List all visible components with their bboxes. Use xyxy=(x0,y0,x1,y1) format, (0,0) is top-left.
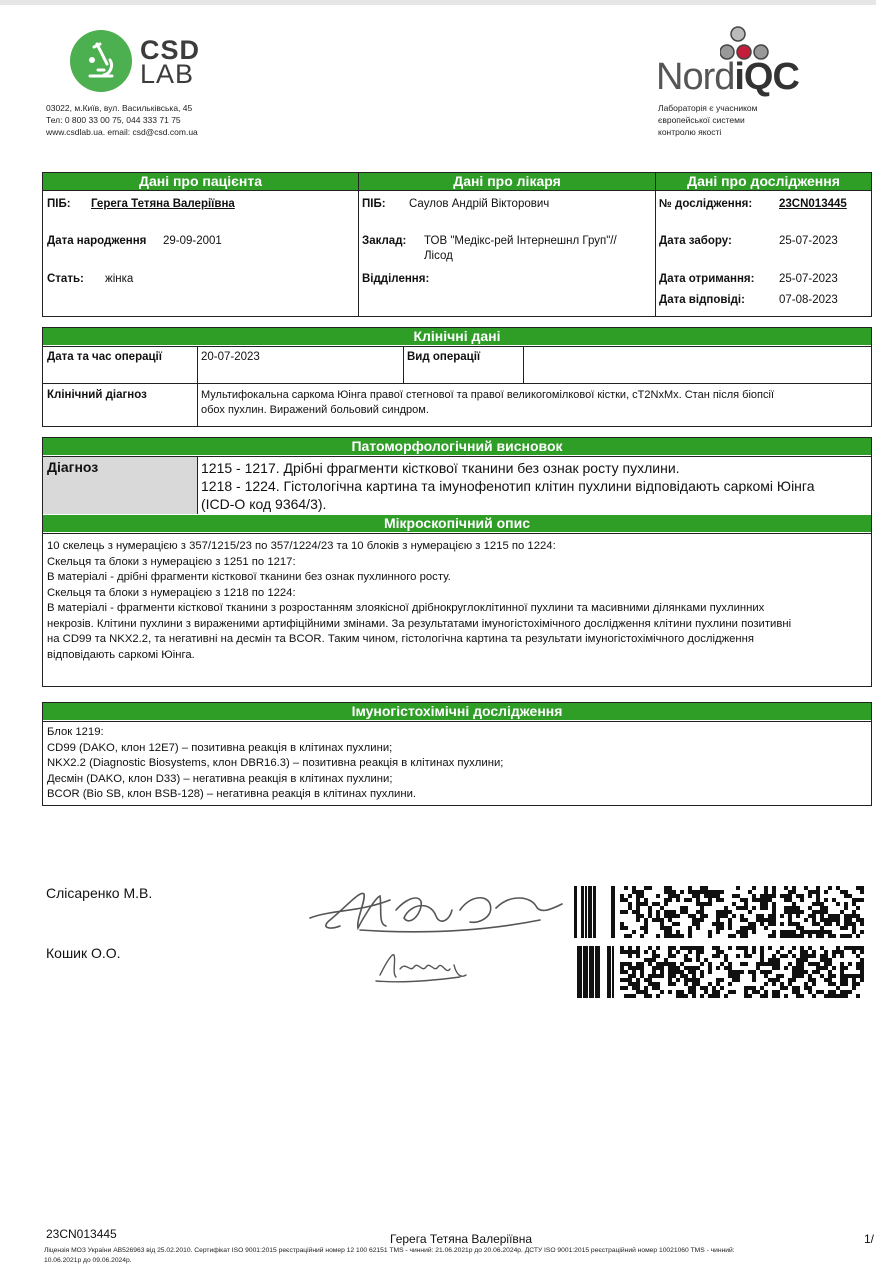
clinical-diagnosis-line-2: обох пухлин. Виражений больовий синдром. xyxy=(201,404,429,416)
clinical-section-title: Клінічні дані xyxy=(43,328,871,345)
lab-address xyxy=(46,102,198,138)
received-date: 25-07-2023 xyxy=(779,273,838,285)
op-type-label: Вид операції xyxy=(407,351,481,363)
web-email-line: www.csdlab.ua. email: csd@csd.com.ua xyxy=(46,127,198,137)
logo-word-2: LAB xyxy=(140,59,195,89)
facility-label: Заклад: xyxy=(362,235,407,247)
dob-value: 29-09-2001 xyxy=(163,235,222,247)
phone-line: Тел: 0 800 33 00 75, 044 333 71 75 xyxy=(46,115,181,125)
nordiqc-logo xyxy=(656,26,826,101)
ihc-line: Блок 1219: xyxy=(47,726,104,738)
ihc-line: CD99 (DAKO, клон 12E7) – позитивна реакція в клітинах пухлини; xyxy=(47,741,393,754)
microscopy-line: некрозів. Клітини пухлини з вираженими артифіційними змінами. За результатами імуногістохімічного дослідження клітини пухлини позитивні xyxy=(47,617,792,630)
ihc-line: Десмін (DAKO, клон D33) – негативна реакція в клітинах пухлини; xyxy=(47,772,393,785)
collected-label: Дата забору: xyxy=(659,235,732,247)
footer-study-id: 23CN013445 xyxy=(46,1227,117,1241)
clinical-block xyxy=(42,327,872,427)
doctor-name-label: ПІБ: xyxy=(362,198,386,210)
ihc-section-title: Імуногістохімічні дослідження xyxy=(43,703,871,720)
patient-name-label: ПІБ: xyxy=(47,198,71,210)
dob-label: Дата народження xyxy=(47,235,147,247)
diagnosis-label: Діагноз xyxy=(47,459,99,475)
study-number-label: № дослідження: xyxy=(659,198,753,210)
conclusion-section-title: Патоморфологічний висновок xyxy=(43,438,871,455)
conclusion-block xyxy=(42,437,872,687)
footer-page-number: 1/ xyxy=(864,1232,875,1246)
microscopy-line: 10 скелець з нумерацією з 357/1215/23 по 357/1224/23 та 10 блоків з нумерацією з 1215 по 1224: xyxy=(47,540,556,552)
microscopy-line: В матеріалі - фрагменти кісткової тканини з розростанням злоякісної дрібнокруглоклітинної пухлини та масивними ділянками пухлинних xyxy=(47,602,765,614)
microscopy-line: Скельця та блоки з нумерацією з 1218 по 1224: xyxy=(47,586,296,599)
study-number: 23CN013445 xyxy=(779,198,847,210)
microscopy-line: на CD99 та NKX2.2, та негативні на десмін та BCOR. Таким чином, гістологічна картина та результати імуногістохімічного дослідження xyxy=(47,633,755,645)
facility-line-1: ТОВ "Медікс-рей Інтернешнл Груп"// xyxy=(424,235,617,247)
collected-date: 25-07-2023 xyxy=(779,235,838,247)
microscopy-line: Скельця та блоки з нумерацією з 1251 по 1217: xyxy=(47,555,296,568)
top-strip xyxy=(0,0,876,5)
signature-1 xyxy=(300,880,580,950)
op-date-value: 20-07-2023 xyxy=(201,351,260,363)
doctor-name: Саулов Андрій Вікторович xyxy=(409,198,550,210)
sex-value: жінка xyxy=(105,273,134,285)
response-label: Дата відповіді: xyxy=(659,294,745,306)
microscope-icon xyxy=(70,30,132,92)
ihc-block xyxy=(42,702,872,806)
csd-lab-logo xyxy=(70,28,220,92)
ihc-line: BCOR (Bio SB, клон BSB-128) – негативна реакція в клітинах пухлини. xyxy=(47,788,417,800)
conclusion-line-1: 1215 - 1217. Дрібні фрагменти кісткової тканини без ознак росту пухлини. xyxy=(201,460,680,476)
info-block xyxy=(42,172,872,317)
barcode-image xyxy=(574,884,864,1002)
clinical-diagnosis-line-1: Мультифокальна саркома Юінга правої стегнової та правої великогомілкової кістки, cT2NxMx. Стан після біопсії xyxy=(201,389,774,401)
nordiqc-wordmark: NordiQC xyxy=(656,56,799,98)
sex-label: Стать: xyxy=(47,273,84,285)
ihc-line: NKX2.2 (Diagnostic Biosystems, клон DBR16.3) – позитивна реакція в клітинах пухлини; xyxy=(47,757,504,769)
response-date: 07-08-2023 xyxy=(779,294,838,306)
conclusion-line-3: (ICD-O код 9364/3). xyxy=(201,496,327,512)
patient-section-title: Дані про пацієнта xyxy=(43,173,358,190)
doctor-section-title: Дані про лікаря xyxy=(359,173,655,190)
microscopy-line: відповідають саркомі Юінга. xyxy=(47,648,195,661)
microscopy-section-title: Мікроскопічний опис xyxy=(43,515,871,532)
op-date-label: Дата та час операції xyxy=(47,351,162,363)
patient-name: Герега Тетяна Валеріївна xyxy=(91,198,235,210)
address-line: 03022, м.Київ, вул. Васильківська, 45 xyxy=(46,103,193,113)
study-section-title: Дані про дослідження xyxy=(656,173,871,190)
conclusion-line-2: 1218 - 1224. Гістологічна картина та імунофенотип клітин пухлини відповідають саркомі Юінга xyxy=(201,478,815,494)
clinical-diagnosis-label: Клінічний діагноз xyxy=(47,389,147,401)
department-label: Відділення: xyxy=(362,273,430,285)
microscopy-text xyxy=(47,539,869,663)
signature-2 xyxy=(370,945,490,990)
ihc-text xyxy=(47,725,869,803)
nordiqc-note: Лабораторія є учасником європейської системи контролю якості xyxy=(658,103,758,137)
microscopy-line: В матеріалі - дрібні фрагменти кісткової тканини без ознак пухлинного росту. xyxy=(47,571,451,583)
facility-line-2: Лісод xyxy=(424,250,453,262)
footer-license: Ліцензія МОЗ України АВ526963 від 25.02.2010. Сертифікат ISO 9001:2015 реєстраційний номер 12 100 62151 TMS - чинний: 21.06.2021р до 20.06.2024р. ДСТУ ISO 9001:2015 реєстраційний номер 10021060 TMS - чинний: 10.06.2021р до 09.06.2024р. xyxy=(44,1247,735,1264)
logo-word-1: CSD xyxy=(140,35,201,65)
footer-patient-name: Герега Тетяна Валеріївна xyxy=(390,1232,533,1246)
received-label: Дата отримання: xyxy=(659,273,755,285)
signer-1: Слісаренко М.В. xyxy=(46,885,153,901)
signer-2: Кошик О.О. xyxy=(46,945,121,961)
